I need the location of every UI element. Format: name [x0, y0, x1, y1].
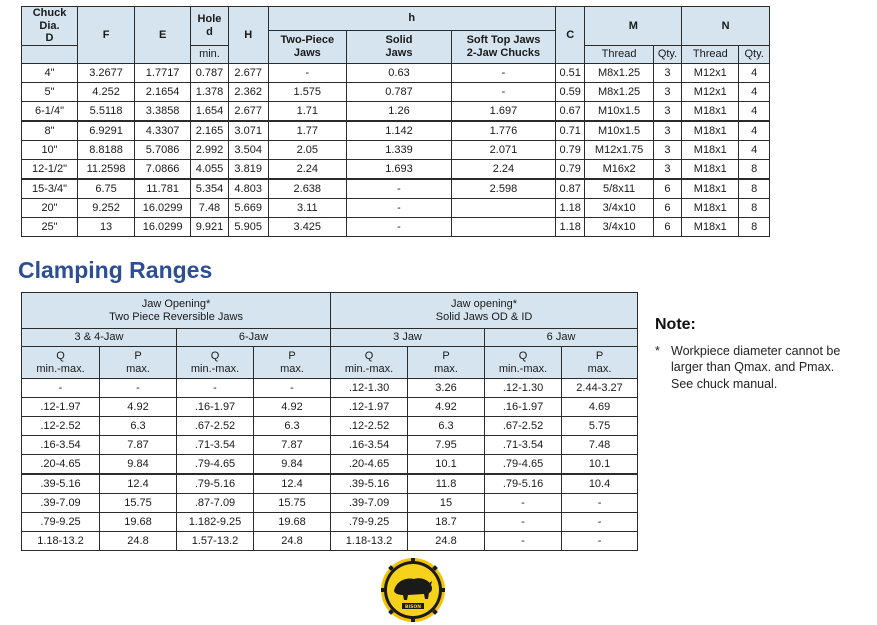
clamp-cell: 10.1: [408, 455, 485, 475]
header-q-col: Q min.-max.: [22, 347, 100, 379]
clamp-cell: 4.92: [100, 398, 177, 417]
clamp-cell: .79-9.25: [331, 513, 408, 532]
spec-cell: M18x1: [682, 159, 739, 179]
spec-row: [22, 217, 770, 236]
header-p-col: P max.: [254, 347, 331, 379]
clamp-cell: .71-3.54: [177, 436, 254, 455]
header-p-col: P max.: [562, 347, 638, 379]
clamp-cell: 19.68: [100, 513, 177, 532]
spec-cell: 6: [653, 179, 682, 199]
spec-cell: 2.24: [268, 159, 346, 179]
header-e: E: [135, 7, 191, 64]
spec-cell: 0.787: [191, 63, 229, 82]
spec-row: [22, 82, 770, 101]
clamp-row: [22, 494, 638, 513]
spec-cell: -: [451, 82, 555, 101]
clamp-cell: 12.4: [100, 474, 177, 494]
spec-cell: 1.7717: [135, 63, 191, 82]
spec-cell: -: [268, 63, 346, 82]
clamp-cell: 1.18-13.2: [22, 532, 100, 551]
spec-cell: 3: [653, 121, 682, 141]
header-solid-group: Jaw opening* Solid Jaws OD & ID: [331, 293, 638, 329]
spec-cell: 0.51: [555, 63, 585, 82]
spec-cell: 2.165: [191, 121, 229, 141]
spec-cell: M8x1.25: [585, 82, 653, 101]
clamp-cell: 1.57-13.2: [177, 532, 254, 551]
clamp-cell: .16-3.54: [22, 436, 100, 455]
spec-cell: 4.803: [228, 179, 268, 199]
spec-cell: 2.24: [451, 159, 555, 179]
header-6-jaw-b: 6 Jaw: [485, 329, 638, 347]
clamp-cell: 7.48: [562, 436, 638, 455]
clamp-cell: 6.3: [100, 417, 177, 436]
spec-cell-chuck-size: 15-3/4": [22, 179, 78, 199]
spec-row: [22, 159, 770, 179]
spec-cell: M18x1: [682, 217, 739, 236]
spec-cell: 3/4x10: [585, 217, 653, 236]
clamp-cell: 6.3: [254, 417, 331, 436]
clamp-cell: .71-3.54: [485, 436, 562, 455]
clamp-cell: .79-4.65: [177, 455, 254, 475]
spec-cell: 4: [739, 82, 770, 101]
clamp-row: [22, 474, 638, 494]
spec-cell: 6: [653, 217, 682, 236]
clamp-cell: 2.44-3.27: [562, 379, 638, 398]
clamp-cell: -: [22, 379, 100, 398]
header-h-group: h: [268, 7, 555, 31]
clamp-row: [22, 436, 638, 455]
spec-cell: 16.0299: [135, 217, 191, 236]
clamp-cell: 1.182-9.25: [177, 513, 254, 532]
header-f: F: [78, 7, 135, 64]
clamp-cell: 10.1: [562, 455, 638, 475]
header-m: M: [585, 7, 682, 46]
spec-cell: M18x1: [682, 121, 739, 141]
clamp-cell: 5.75: [562, 417, 638, 436]
spec-cell: 2.362: [228, 82, 268, 101]
clamp-cell: -: [254, 379, 331, 398]
clamp-cell: .16-1.97: [485, 398, 562, 417]
clamp-cell: 7.95: [408, 436, 485, 455]
spec-cell: 9.252: [78, 198, 135, 217]
header-hole-unit: min.: [191, 45, 229, 63]
spec-cell: 4: [739, 121, 770, 141]
spec-row: [22, 101, 770, 121]
spec-cell: 0.87: [555, 179, 585, 199]
spec-cell: 8: [739, 217, 770, 236]
clamp-cell: 6.3: [408, 417, 485, 436]
clamp-cell: -: [485, 513, 562, 532]
spec-cell: 3: [653, 82, 682, 101]
spec-cell: 11.2598: [78, 159, 135, 179]
spec-cell: 2.1654: [135, 82, 191, 101]
spec-cell: M12x1.75: [585, 140, 653, 159]
clamp-row: [22, 398, 638, 417]
header-n-qty: Qty.: [739, 45, 770, 63]
spec-cell: 1.378: [191, 82, 229, 101]
header-chuck-dia: Chuck Dia. D: [22, 7, 78, 46]
spec-cell: 4.3307: [135, 121, 191, 141]
spec-cell: 5/8x11: [585, 179, 653, 199]
clamp-cell: .12-1.30: [485, 379, 562, 398]
spec-cell: M18x1: [682, 101, 739, 121]
spec-cell: M10x1.5: [585, 121, 653, 141]
spec-cell: 2.677: [228, 101, 268, 121]
spec-cell: 1.776: [451, 121, 555, 141]
clamp-cell: 4.92: [408, 398, 485, 417]
clamp-cell: .39-5.16: [22, 474, 100, 494]
clamp-cell: .12-2.52: [22, 417, 100, 436]
spec-cell: 4.055: [191, 159, 229, 179]
spec-row: [22, 121, 770, 141]
spec-cell: 1.693: [347, 159, 452, 179]
clamping-ranges-title: Clamping Ranges: [18, 257, 213, 283]
spec-cell: 4.252: [78, 82, 135, 101]
spec-cell: 1.339: [347, 140, 452, 159]
header-q-col: Q min.-max.: [331, 347, 408, 379]
spec-cell: 0.67: [555, 101, 585, 121]
spec-cell-chuck-size: 6-1/4": [22, 101, 78, 121]
clamp-cell: 7.87: [254, 436, 331, 455]
clamp-cell: -: [562, 532, 638, 551]
spec-cell: 1.71: [268, 101, 346, 121]
spec-cell: 6.75: [78, 179, 135, 199]
spec-cell: 3.11: [268, 198, 346, 217]
spec-cell: 0.71: [555, 121, 585, 141]
clamp-cell: -: [485, 532, 562, 551]
spec-cell-chuck-size: 4": [22, 63, 78, 82]
clamp-cell: .67-2.52: [177, 417, 254, 436]
spec-cell: 3.3858: [135, 101, 191, 121]
clamp-cell: 12.4: [254, 474, 331, 494]
clamp-cell: .39-7.09: [22, 494, 100, 513]
header-m-thread: Thread: [585, 45, 653, 63]
clamp-cell: .16-3.54: [331, 436, 408, 455]
header-q-col: Q min.-max.: [485, 347, 562, 379]
spec-cell: 7.0866: [135, 159, 191, 179]
clamp-cell: .67-2.52: [485, 417, 562, 436]
spec-cell: 7.48: [191, 198, 229, 217]
header-c: C: [555, 7, 585, 64]
clamp-cell: 1.18-13.2: [331, 532, 408, 551]
clamp-cell: 9.84: [254, 455, 331, 475]
spec-cell: -: [451, 63, 555, 82]
spec-cell: 8.8188: [78, 140, 135, 159]
spec-cell: 4: [739, 63, 770, 82]
spec-cell: 3/4x10: [585, 198, 653, 217]
clamp-cell: .79-9.25: [22, 513, 100, 532]
bison-logo-icon: [380, 557, 446, 623]
spec-cell: 5.669: [228, 198, 268, 217]
spec-cell: 2.992: [191, 140, 229, 159]
header-soft-top-jaws: Soft Top Jaws 2-Jaw Chucks: [451, 31, 555, 64]
spec-cell-chuck-size: 8": [22, 121, 78, 141]
spec-cell: [451, 198, 555, 217]
spec-cell: 2.05: [268, 140, 346, 159]
spec-cell: 5.7086: [135, 140, 191, 159]
spec-cell: 6: [653, 198, 682, 217]
clamp-cell: 11.8: [408, 474, 485, 494]
spec-cell: 3: [653, 63, 682, 82]
spec-cell: 3: [653, 101, 682, 121]
spec-cell: M10x1.5: [585, 101, 653, 121]
clamp-cell: .79-4.65: [485, 455, 562, 475]
header-solid-jaws: Solid Jaws: [347, 31, 452, 64]
header-p-col: P max.: [408, 347, 485, 379]
spec-cell: M12x1: [682, 82, 739, 101]
clamp-cell: 7.87: [100, 436, 177, 455]
clamp-cell: 19.68: [254, 513, 331, 532]
spec-cell-chuck-size: 25": [22, 217, 78, 236]
header-n: N: [682, 7, 770, 46]
clamp-cell: .39-5.16: [331, 474, 408, 494]
clamp-cell: .12-1.97: [22, 398, 100, 417]
spec-cell: 16.0299: [135, 198, 191, 217]
header-3-4-jaw: 3 & 4-Jaw: [22, 329, 177, 347]
spec-cell: 1.654: [191, 101, 229, 121]
note-text: Workpiece diameter cannot be larger than Qmax. and Pmax. See chuck manual.: [671, 344, 841, 391]
header-two-piece-group: Jaw Opening* Two Piece Reversible Jaws: [22, 293, 331, 329]
spec-cell: 8: [739, 179, 770, 199]
spec-row: [22, 179, 770, 199]
clamp-cell: .20-4.65: [331, 455, 408, 475]
spec-cell: 0.63: [347, 63, 452, 82]
spec-row: [22, 63, 770, 82]
clamp-cell: 15.75: [100, 494, 177, 513]
spec-cell: 3.504: [228, 140, 268, 159]
spec-cell: 4: [739, 140, 770, 159]
spec-row: [22, 140, 770, 159]
header-p-col: P max.: [100, 347, 177, 379]
header-chuck-blank: [22, 45, 78, 63]
spec-cell: 2.677: [228, 63, 268, 82]
spec-cell: 1.142: [347, 121, 452, 141]
clamp-cell: 9.84: [100, 455, 177, 475]
header-n-thread: Thread: [682, 45, 739, 63]
spec-cell-chuck-size: 20": [22, 198, 78, 217]
spec-cell: 0.79: [555, 140, 585, 159]
spec-cell: M18x1: [682, 179, 739, 199]
spec-cell: 8: [739, 159, 770, 179]
spec-cell: 3.819: [228, 159, 268, 179]
spec-cell: 6.9291: [78, 121, 135, 141]
header-q-col: Q min.-max.: [177, 347, 254, 379]
clamp-cell: 15: [408, 494, 485, 513]
spec-cell: 1.18: [555, 198, 585, 217]
spec-cell: -: [347, 217, 452, 236]
spec-cell: 1.26: [347, 101, 452, 121]
header-6-jaw-a: 6-Jaw: [177, 329, 331, 347]
clamp-cell: .87-7.09: [177, 494, 254, 513]
clamp-cell: 4.69: [562, 398, 638, 417]
spec-cell: 4: [739, 101, 770, 121]
header-3-jaw: 3 Jaw: [331, 329, 485, 347]
clamp-cell: -: [562, 513, 638, 532]
spec-cell-chuck-size: 10": [22, 140, 78, 159]
spec-cell: 3: [653, 159, 682, 179]
spec-cell: 2.638: [268, 179, 346, 199]
spec-cell: -: [347, 179, 452, 199]
header-hole: Hole d: [191, 7, 229, 46]
clamp-cell: -: [562, 494, 638, 513]
spec-cell: -: [347, 198, 452, 217]
spec-cell: 3: [653, 140, 682, 159]
spec-row: [22, 198, 770, 217]
clamp-cell: .79-5.16: [485, 474, 562, 494]
spec-cell: 3.425: [268, 217, 346, 236]
clamp-cell: -: [177, 379, 254, 398]
clamp-cell: 10.4: [562, 474, 638, 494]
spec-cell: 11.781: [135, 179, 191, 199]
spec-cell: 1.575: [268, 82, 346, 101]
clamp-row: [22, 417, 638, 436]
spec-cell: 0.787: [347, 82, 452, 101]
clamp-cell: 18.7: [408, 513, 485, 532]
spec-cell: 13: [78, 217, 135, 236]
clamp-cell: .79-5.16: [177, 474, 254, 494]
clamp-cell: 24.8: [100, 532, 177, 551]
spec-cell: 8: [739, 198, 770, 217]
clamping-ranges-table: [21, 292, 638, 551]
spec-cell: 5.5118: [78, 101, 135, 121]
clamp-cell: .39-7.09: [331, 494, 408, 513]
spec-cell: M16x2: [585, 159, 653, 179]
clamp-cell: 3.26: [408, 379, 485, 398]
spec-cell: 2.071: [451, 140, 555, 159]
clamp-cell: .20-4.65: [22, 455, 100, 475]
clamp-cell: .12-1.30: [331, 379, 408, 398]
note-title: Note:: [655, 316, 696, 333]
header-m-qty: Qty.: [653, 45, 682, 63]
clamp-cell: .12-1.97: [331, 398, 408, 417]
spec-cell: 2.598: [451, 179, 555, 199]
clamp-row: [22, 513, 638, 532]
clamp-row: [22, 455, 638, 475]
spec-cell: 1.697: [451, 101, 555, 121]
spec-cell-chuck-size: 12-1/2": [22, 159, 78, 179]
spec-cell: M18x1: [682, 140, 739, 159]
svg-text:BISON: BISON: [405, 605, 421, 610]
spec-cell: 9.921: [191, 217, 229, 236]
clamp-cell: 24.8: [408, 532, 485, 551]
spec-cell-chuck-size: 5": [22, 82, 78, 101]
clamp-cell: -: [100, 379, 177, 398]
spec-cell: 5.905: [228, 217, 268, 236]
spec-cell: M8x1.25: [585, 63, 653, 82]
header-h: H: [228, 7, 268, 64]
clamp-cell: -: [485, 494, 562, 513]
note-asterisk: *: [655, 344, 660, 358]
spec-cell: M12x1: [682, 63, 739, 82]
spec-cell: 5.354: [191, 179, 229, 199]
spec-cell: 3.071: [228, 121, 268, 141]
clamp-cell: 4.92: [254, 398, 331, 417]
clamp-row: [22, 532, 638, 551]
clamp-cell: .12-2.52: [331, 417, 408, 436]
spec-cell: M18x1: [682, 198, 739, 217]
clamp-cell: 24.8: [254, 532, 331, 551]
clamp-row: [22, 379, 638, 398]
spec-cell: [451, 217, 555, 236]
spec-cell: 1.77: [268, 121, 346, 141]
spec-cell: 1.18: [555, 217, 585, 236]
spec-cell: 0.79: [555, 159, 585, 179]
clamp-cell: .16-1.97: [177, 398, 254, 417]
spec-cell: 0.59: [555, 82, 585, 101]
clamp-cell: 15.75: [254, 494, 331, 513]
chuck-dimensions-table: [21, 6, 770, 237]
spec-cell: 3.2677: [78, 63, 135, 82]
header-two-piece-jaws: Two-Piece Jaws: [268, 31, 346, 64]
